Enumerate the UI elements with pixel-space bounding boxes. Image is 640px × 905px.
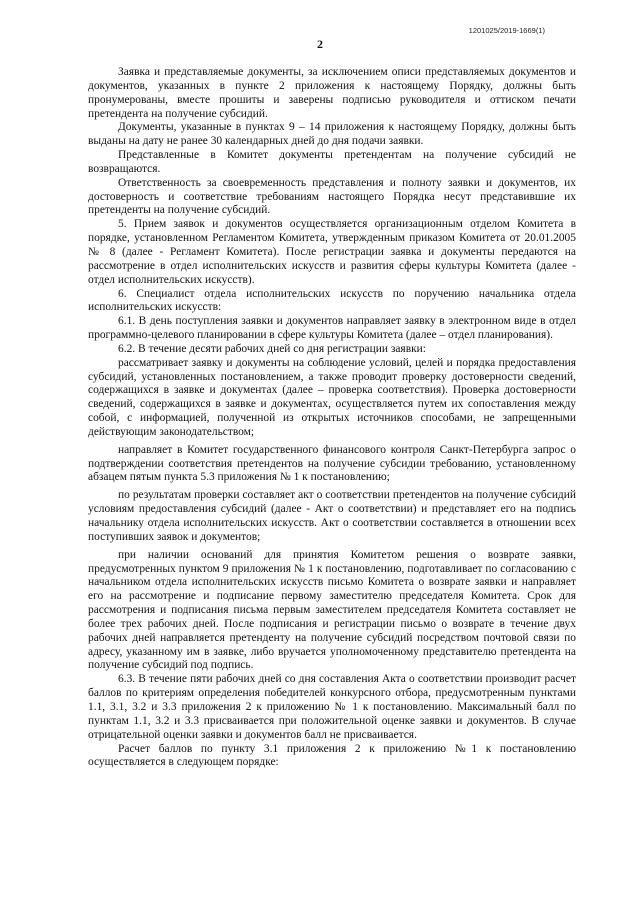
- paragraph-item-6-3: 6.3. В течение пяти рабочих дней со дня составления Акта о соответствии производит расчет баллов по критериям определения победителей конкурсного отбора, предусмотренным пунктами 1.1, 3.1, 3.2 и 3.3 приложения 2 к приложению № 1 к постановлению. Максимальный балл по пунктам 1.1, 3.2 и 3.3 присваивается при положительной оценке заявки и документов. В случае отрицательной оценки заявки и документов балл не присваивается.: [88, 673, 576, 741]
- paragraph-item-5: 5. Прием заявок и документов осуществляется организационным отделом Комитета в порядке, установленном Регламентом Комитета, утвержденным приказом Комитета от 20.01.2005 № 8 (далее - Регламент Комитета). После регистрации заявка и документы передаются на рассмотрение в отдел исполнительских искусств и развития сферы культуры Комитета (далее - отдел исполнительских искусств).: [88, 218, 576, 286]
- paragraph-score-calc: Расчет баллов по пункту 3.1 приложения 2 к приложению №1 к постановлению осуществляется в следующем порядке:: [88, 742, 576, 769]
- paragraph-item-6: 6. Специалист отдела исполнительских искусств по поручению начальника отдела исполнительских искусств:: [88, 287, 576, 314]
- paragraph-document-dates: Документы, указанные в пунктах 9 – 14 приложения к настоящему Порядку, должны быть выданы на дату не ранее 30 календарных дней до дня подачи заявки.: [88, 121, 576, 148]
- paragraph-review: рассматривает заявку и документы на соблюдение условий, целей и порядка предоставления субсидий, установленных постановлением, а также проводит проверку достоверности сведений, содержащихся в заявке и документах (далее – проверка соответствия). Проверка достоверности сведений, содержащихся в заявке и документах, осуществляется путем их сопоставления между собой, с информацией, полученной из открытых источников способами, не запрещенными действующим законодательством;: [88, 356, 576, 438]
- paragraph-item-6-1: 6.1. В день поступления заявки и документов направляет заявку в электронном виде в отдел программно-целевого планировании в сфере культуры Комитета (далее – отдел планирования).: [88, 315, 576, 342]
- paragraph-request: направляет в Комитет государственного финансового контроля Санкт-Петербурга запрос о подтверждении соответствия претендентов на получение субсидии требованию, установленному абзацем пятым пункта 5.3 приложения № 1 к постановлению;: [88, 443, 576, 484]
- document-number: 1201025/2019-1669(1): [468, 26, 545, 35]
- paragraph-item-6-2: 6.2. В течение десяти рабочих дней со дня регистрации заявки:: [118, 342, 426, 355]
- paragraph-responsibility: Ответственность за своевременность представления и полноту заявки и документов, их достоверность и соответствие требованиям настоящего Порядка несут представившие их претенденты на получение субсидий.: [88, 176, 576, 217]
- paragraph-compliance-act: по результатам проверки составляет акт о соответствии претендентов на получение субсидий условиям предоставления субсидий (далее - Акт о соответствии) и представляет его на подпись начальнику отдела исполнительских искусств. Акт о соответствии составляется в отношении всех поступивших заявок и документов;: [88, 489, 576, 543]
- page-number: 2: [317, 37, 323, 51]
- paragraph-numbering-requirements: Заявка и представляемые документы, за исключением описи представляемых документов и документов, указанных в пункте 2 приложения к настоящему Порядку, должны быть пронумерованы, вместе прошиты и заверены подписью руководителя и оттиском печати претендента на получение субсидий.: [88, 66, 576, 120]
- body-text: [88, 66, 576, 770]
- paragraph-no-return: Представленные в Комитет документы претендентам на получение субсидий не возвращаются.: [88, 149, 576, 175]
- paragraph-return: при наличии оснований для принятия Комитетом решения о возврате заявки, предусмотренных пунктом 9 приложения № 1 к постановлению, подготавливает по согласованию с начальником отдела исполнительских искусств письмо Комитета о возврате заявки и направляет его на рассмотрение и подписание первому заместителю председателя Комитета. Срок для рассмотрения и подписания письма первым заместителем председателя Комитета составляет не более трех рабочих дней. После подписания и регистрации письмо о возврате в течение двух рабочих дней направляется претенденту на получение субсидий посредством почтовой связи по адресу, указанному им в заявке, либо вручается уполномоченному представителю претендента на получение субсидий под подпись.: [88, 548, 576, 672]
